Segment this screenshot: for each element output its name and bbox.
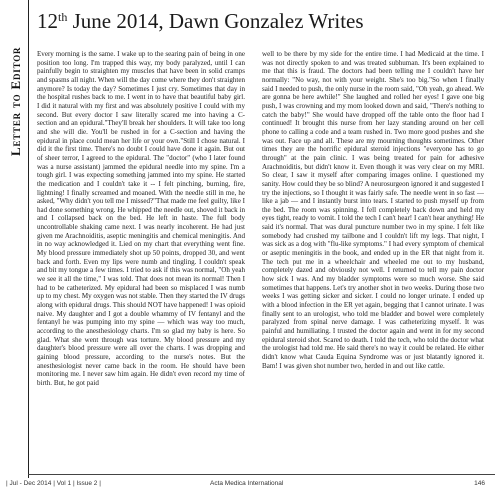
body-column-right	[262, 50, 484, 465]
body-text-left: Every morning is the same. I wake up to the searing pain of being in one position too long. I'm trapped this way, my body paralyzed, until I can painfully begin to straighten my muscles that have been in solid cramps and spasms all night. When will the day come where they don't straighten anymore? Is today the day? Sometimes I just cry. Sometimes that day in the hospital rushes back to me. I went in to have that beautiful baby girl. I did it natural with my first and was absolutely positive I could with my second. But every doctor I saw literally scared me into having a C-section and an epidural."They'll break her shoulders. It will take too long and she will die. You'll be rushed in for a C-section and having the epidural in place could mean her life or your own."Still I chose natural. I did it the first time. There's no doubt I could have done it again. But out of sheer terror, I agreed to the epidural. The "doctor" (who I later found was a nurse assistant) jammed the epidural needle into my spine. I'm a tough girl. I was expecting something jammed into my spine. He started the medication and I couldn't take it -- I felt pinching, burning, fire, lightning! I finally screamed and moaned. With the needle still in me, he asked, "Why didn't you tell me I missed?"That made me feel guilty, like I had done something wrong. He whipped the needle out, shoved it back in and I collapsed back on the bed. He left in haste. The full body uncontrollable shaking came next. I was nearly incoherent. He had just given me Arachnoiditis, aseptic meningitis and chemical meningitis. And in no way acknowledged it. Lied on my chart that everything went fine. My blood pressure immediately shot up 50 points, dropped 30, and went back and forth. Even my lips were numb and tingling. I couldn't speak and bit my tongue a few times. I tried to ask if this was normal, "Oh yeah we see it all the time," I was told. That does not mean its normal! Then I had to be catheterized. My epidural had been so misplaced I was numb up to my chest. My oxygen was not stable. Then they started the IV drugs along with epidural drugs. This should NOT have happened! I was opioid naive. My daughter and I got a double whammy of IV fentanyl and the fentanyl he was pumping into my spine — which was way too much, according to the anesthesiology charts. I'm so glad my baby is here. So glad. What she went through was torture. My blood pressure and my daughter's blood pressure were all over the charts. I was dropping and gaining blood pressure, according to the nurse's notes. But the anesthesiologist never came back in the room. He should have been monitoring me. I never saw him again. He didn't even record my time of birth. But, he got paid	[37, 50, 245, 387]
page-number: 146	[474, 480, 485, 487]
issue-info: | Jul - Dec 2014 | Vol 1 | Issue 2 |	[6, 480, 101, 487]
journal-name: Acta Medica International	[210, 480, 284, 487]
body-column-left	[37, 50, 245, 465]
footer-divider	[28, 474, 495, 475]
section-label	[6, 8, 28, 158]
section-label-text: Letter to Editor	[8, 46, 23, 156]
title-ordinal: th	[58, 10, 68, 24]
title-day: 12	[37, 9, 58, 33]
page-footer	[0, 478, 495, 492]
side-divider	[28, 0, 29, 478]
title-rest: June 2014, Dawn Gonzalez Writes	[67, 9, 364, 33]
body-text-right: well to be there by my side for the entire time. I had Medicaid at the time. I was not directly spoken to and was treated subhuman. It's been explained to me that this is fraud. The doctors had been telling me I couldn't have her normally: "No way, not with your weight. She's too big."So when I finally said I needed to push, the only nurse in the room said, "Oh yeah, go ahead. We are gonna be here awhile!" She laughed and rolled her eyes! I gave one big push, I was crowning and my mom looked down and said, "There's nothing to catch the baby!" She would have dropped off the table onto the floor had I continued! It brought this nurse from her lazy standing around on her cell phone to calling a code and a team rushed in. Two more good pushes and she was out. Face up and all. These are my mourning thoughts sometimes. Other times they are the horrific epidural steroid injections "everyone has to go through" at the pain clinic. I was being treated for pain for adhesive Arachnoiditis, but didn't know it. Even though it was very clear on my MRI. So clear, I saw it myself after comparing images online. I questioned my sanity. How could they be so blind? A neurosurgeon ignored it and suggested I try the injections, so I thought it was fairly safe. The needle went in so fast — like a jab — and I instantly burst into tears. I started to push myself up from the bed. The room was spinning. I fell completely back down and held my eyes tight, ready to vomit. I told the tech I can't hear! I can't hear anything! He said it's normal. That was dural puncture number two in my spine. I felt like somebody had crushed my tailbone and I couldn't lift my legs. That night, I was sick as a dog with "flu-like symptoms." I had every symptom of chemical or aseptic meningitis in the book, and ended up in the ER that night from it. The tech put me in a wheelchair and wheeled me out to my husband, completely dazed and obviously not well. I returned to tell my pain doctor how sick I was. And my bladder symptoms were so much worse. She said sometimes that happens. Let's try another shot in two weeks. During those two weeks I was getting sicker and sicker. I could no longer urinate. I ended up with a blood infection in the ER yet again, begging that I cannot urinate. I was finally sent to an urologist, who told me bladder and bowel were completely paralyzed from spinal nerve damage. I was catheterizing myself. It was painful and humiliating. I trusted the doctor again and went in for my second epidural steroid shot. Scared to death. I told the tech, who told the doctor what the urologist had told me. He said there's no way it could be related. He either didn't know what Cauda Equina Syndrome was or just blatantly ignored it. Bam! I was given shot number two, herded in and out like cattle.	[262, 50, 484, 370]
article-title	[37, 9, 487, 33]
